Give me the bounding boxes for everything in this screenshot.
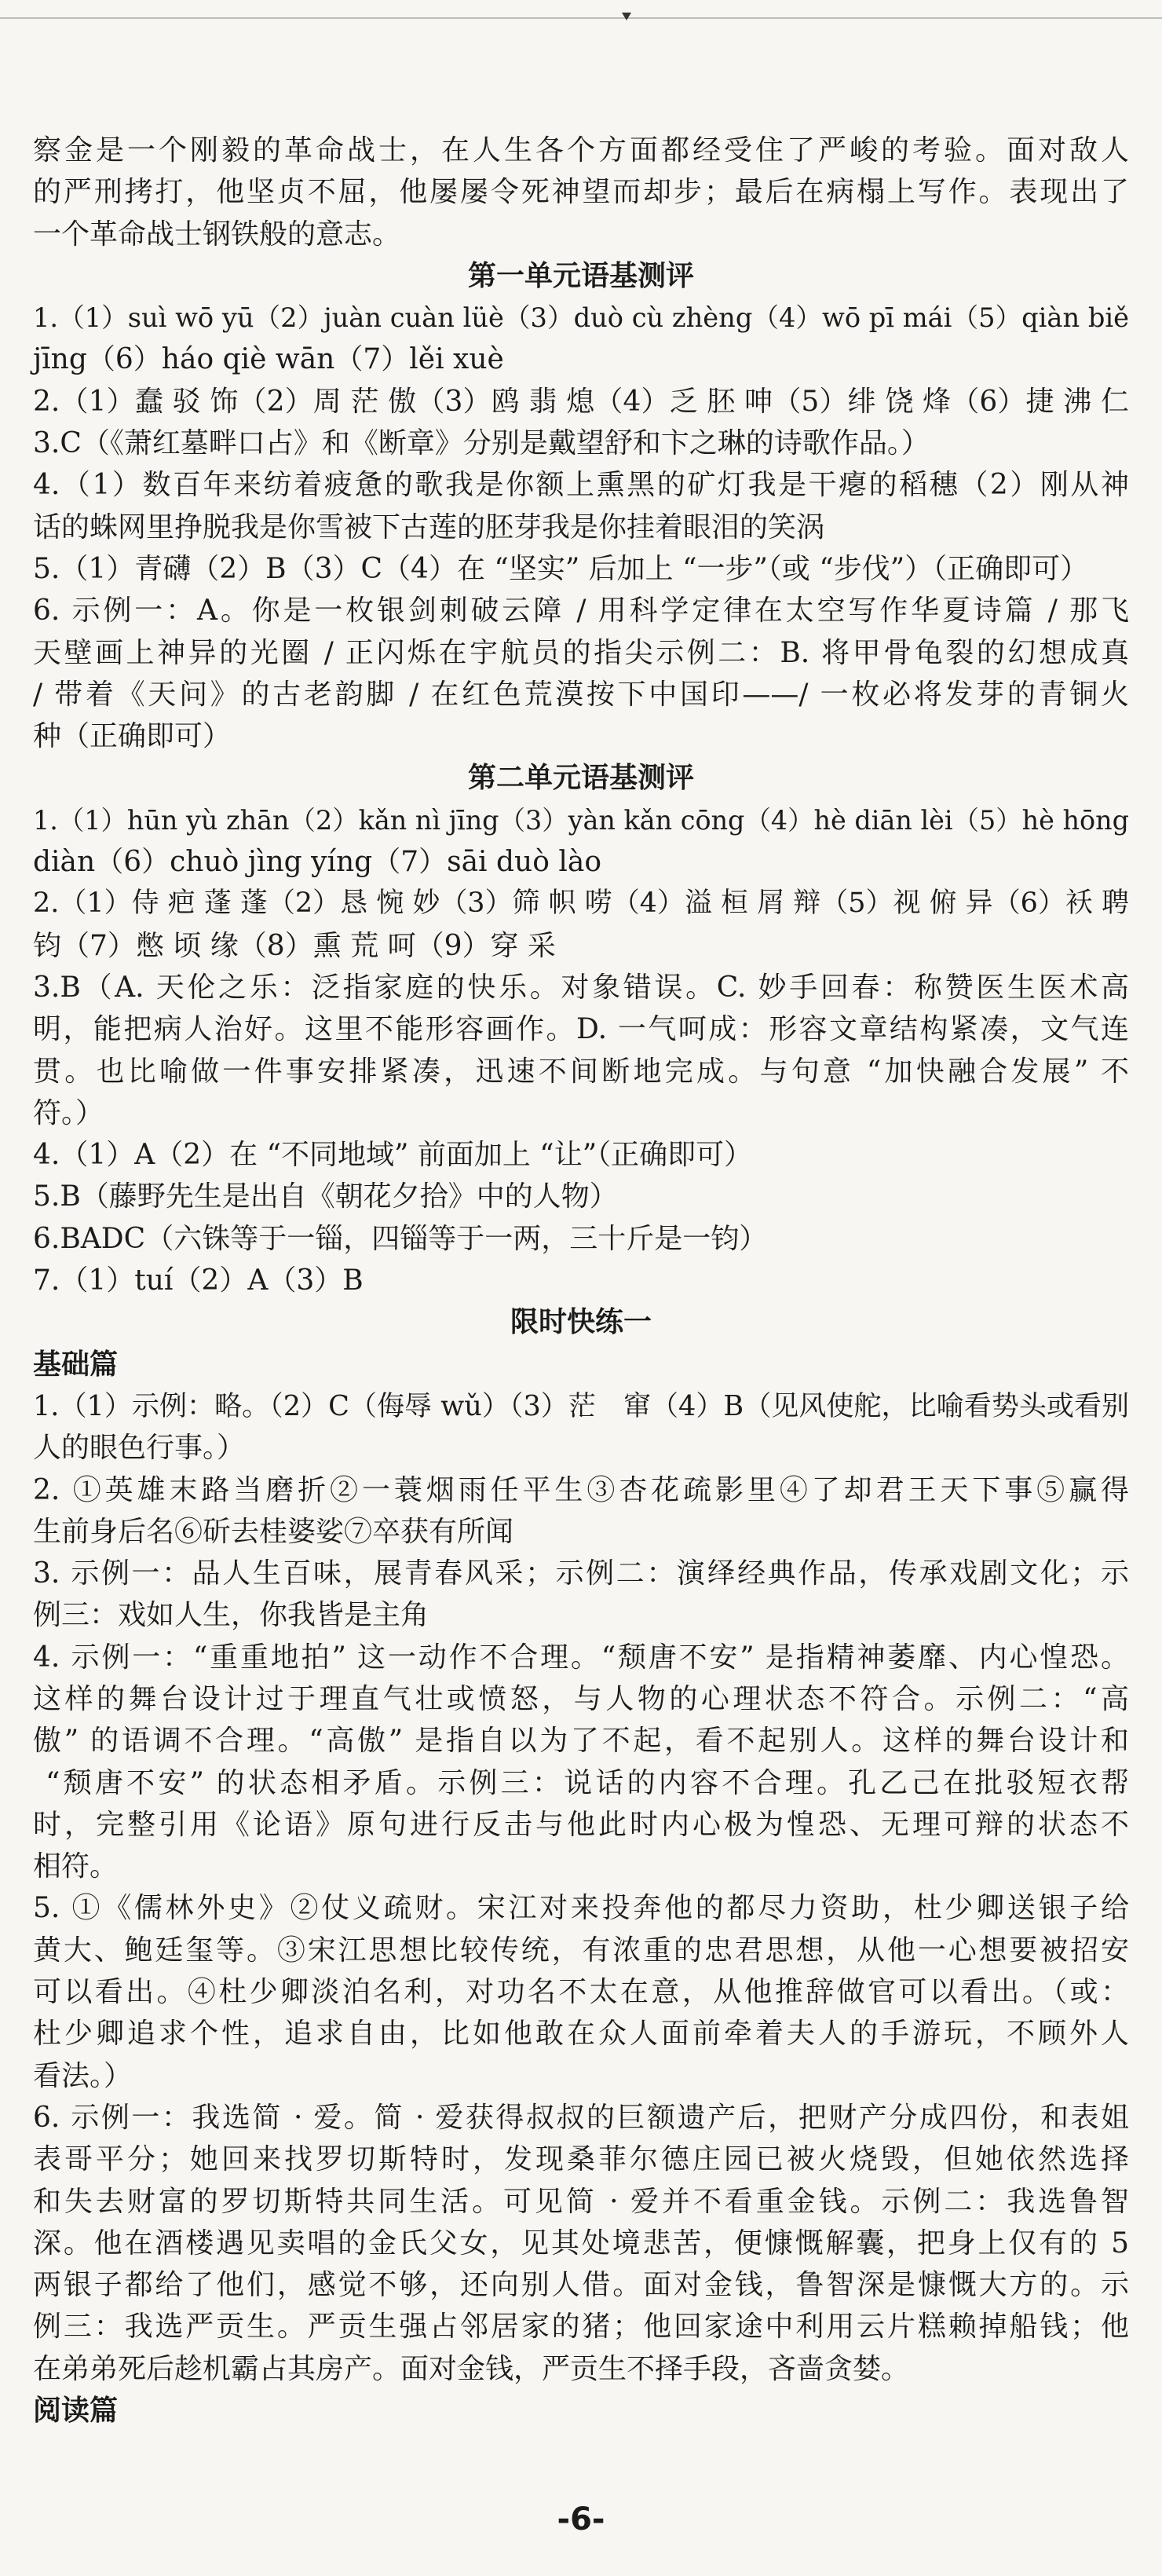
text-line: 相符。 [33, 1850, 119, 1883]
text-line: 符。） [33, 1096, 104, 1129]
text-line: 的严刑拷打，他坚贞不屈，他屡屡令死神望而却步；最后在病榻上写作。表现出了 [33, 176, 1129, 209]
text-line: 傲” 的语调不合理。“高傲” 是指自以为了不起，看不起别人。这样的舞台设计和 [33, 1725, 1129, 1758]
text-line: 天壁画上神异的光圈 / 正闪烁在宇航员的指尖示例二：B. 将甲骨龟裂的幻想成真 [33, 636, 1129, 669]
text-line: 6.BADC（六铢等于一锱，四锱等于一两，三十斤是一钧） [33, 1222, 768, 1255]
text-line: 1.（1）示例：略。（2）C（侮辱 wǔ）（3）茫 窜（4）B（见风使舵，比喻看势头或看别 [33, 1389, 1130, 1422]
text-line: 例三：我选严贡生。严贡生强占邻居家的猪；他回家途中利用云片糕赖掉船钱；他 [33, 2311, 1129, 2344]
text-line: 黄大、鲍廷玺等。③宋江思想比较传统，有浓重的忠君思想，从他一心想要被招安 [33, 1934, 1129, 1967]
text-line: “颓唐不安” 的状态相矛盾。示例三：说话的内容不合理。孔乙己在批驳短衣帮 [46, 1766, 1129, 1799]
page-number: -6- [557, 2501, 605, 2538]
section-heading: 第一单元语基测评 [467, 259, 694, 292]
text-line: 6. 示例一：我选简 · 爱。简 · 爱获得叔叔的巨额遗产后，把财产分成四份，和表姐 [33, 2101, 1129, 2134]
text-line: 1.（1）hūn yù zhān（2）kǎn nì jīng（3）yàn kǎn cōng（4）hè diān lèi（5）hè hōng [33, 804, 1129, 836]
text-line: 看法。） [33, 2059, 133, 2092]
text-line: 5.B（藤野先生是出自《朝花夕拾》中的人物） [33, 1180, 618, 1213]
text-line: 在弟弟死后趁机霸占其房产。面对金钱，严贡生不择手段，吝啬贪婪。 [33, 2352, 910, 2385]
text-line: 表哥平分；她回来找罗切斯特时，发现桑菲尔德庄园已被火烧毁，但她依然选择 [33, 2143, 1129, 2176]
section-heading: 第二单元语基测评 [467, 762, 694, 795]
text-line: 和失去财富的罗切斯特共同生活。可见简 · 爱并不看重金钱。示例二：我选鲁智 [33, 2185, 1129, 2218]
text-line: 例三：戏如人生，你我皆是主角 [33, 1599, 429, 1632]
text-line: 察金是一个刚毅的革命战士，在人生各个方面都经受住了严峻的考验。面对敌人 [33, 134, 1129, 166]
text-line: 话的蛛网里挣脱我是你雪被下古莲的胚芽我是你挂着眼泪的笑涡 [33, 510, 825, 543]
top-mark-icon [622, 13, 631, 20]
text-line: 这样的舞台设计过于理直气壮或愤怒，与人物的心理状态不符合。示例二：“高 [33, 1682, 1129, 1715]
text-line: 2.（1）蠢 驳 饰（2）周 茫 傲（3）鸥 翡 熄（4）乏 胚 呻（5）绯 饶 烽（6）捷 沸 仁 [33, 385, 1129, 418]
text-line: 生前身后名⑥斫去桂婆娑⑦卒获有所闻 [33, 1515, 514, 1548]
text-line: 杜少卿追求个性，追求自由，比如他敢在众人面前牵着夫人的手游玩，不顾外人 [33, 2018, 1129, 2051]
subsection-heading: 阅读篇 [33, 2395, 119, 2428]
text-line: 明，能把病人治好。这里不能形容画作。D. 一气呵成：形容文章结构紧凑，文气连 [33, 1013, 1129, 1046]
section-heading: 限时快练一 [510, 1306, 652, 1339]
text-line: 1.（1）suì wō yū（2）juàn cuàn lüè（3）duò cù zhèng（4）wō pī mái（5）qiàn biě [33, 302, 1129, 334]
text-line: 两银子都给了他们，感觉不够，还向别人借。面对金钱，鲁智深是慷慨大方的。示 [33, 2269, 1129, 2302]
text-line: 2. ①英雄末路当磨折②一蓑烟雨任平生③杏花疏影里④了却君王天下事⑤赢得 [33, 1473, 1129, 1506]
text-line: 贯。也比喻做一件事安排紧凑，迅速不间断地完成。与句意 “加快融合发展” 不 [33, 1055, 1129, 1088]
text-line: 深。他在酒楼遇见卖唱的金氏父女，见其处境悲苦，便慷慨解囊，把身上仅有的 5 [33, 2227, 1129, 2259]
text-line: 可以看出。④杜少卿淡泊名利，对功名不太在意，从他推辞做官可以看出。（或： [33, 1976, 1129, 2009]
text-line: 6. 示例一：A。你是一枚银剑刺破云障 / 用科学定律在太空写作华夏诗篇 / 那飞 [33, 595, 1129, 628]
text-line: 3. 示例一：品人生百味，展青春风采；示例二：演绎经典作品，传承戏剧文化；示 [33, 1557, 1129, 1590]
subsection-heading: 基础篇 [33, 1348, 119, 1381]
text-line: diàn（6）chuò jìng yíng（7）sāi duò lào [33, 846, 601, 879]
text-line: 4.（1）A（2）在 “不同地域” 前面加上 “让”（正确即可） [33, 1139, 753, 1172]
text-line: 3.C（《萧红墓畔口占》和《断章》分别是戴望舒和卞之琳的诗歌作品。） [33, 427, 930, 460]
text-line: 5.（1）青礴（2）B（3）C（4）在 “坚实” 后加上 “一步”（或 “步伐”）（正确即可） [33, 552, 1089, 585]
text-line: 时，完整引用《论语》原句进行反击与他此时内心极为惶恐、无理可辩的状态不 [33, 1808, 1129, 1841]
text-line: 7.（1）tuí（2）A（3）B [33, 1264, 364, 1297]
top-rule [0, 17, 1162, 19]
text-line: 4.（1）数百年来纺着疲惫的歌我是你额上熏黑的矿灯我是干瘪的稻穗（2）刚从神 [33, 469, 1129, 502]
text-line: jīng（6）háo qiè wān（7）lěi xuè [33, 343, 504, 376]
text-line: 4. 示例一：“重重地拍” 这一动作不合理。“颓唐不安” 是指精神萎靡、内心惶恐。 [33, 1641, 1129, 1674]
text-line: 种（正确即可） [33, 720, 232, 753]
text-line: 5. ①《儒林外史》②仗义疏财。宋江对来投奔他的都尽力资助，杜少卿送银子给 [33, 1892, 1129, 1925]
text-line: 3.B（A. 天伦之乐：泛指家庭的快乐。对象错误。C. 妙手回春：称赞医生医术高 [33, 971, 1129, 1004]
answer-text-body [33, 130, 1129, 2431]
text-line: 人的眼色行事。） [33, 1432, 246, 1465]
text-line: 一个革命战士钢铁般的意志。 [33, 218, 401, 251]
text-line: 2.（1）侍 疤 蓬 蓬（2）恳 惋 妙（3）筛 帜 唠（4）溢 桓 屑 辩（5）视 俯 异（6）袄 聘 [33, 887, 1129, 920]
text-line: 钧（7）憋 顷 缘（8）熏 荒 呵（9）穿 采 [33, 929, 556, 962]
text-line: / 带着《天问》的古老韵脚 / 在红色荒漠按下中国印——/ 一枚必将发芽的青铜火 [33, 678, 1129, 711]
